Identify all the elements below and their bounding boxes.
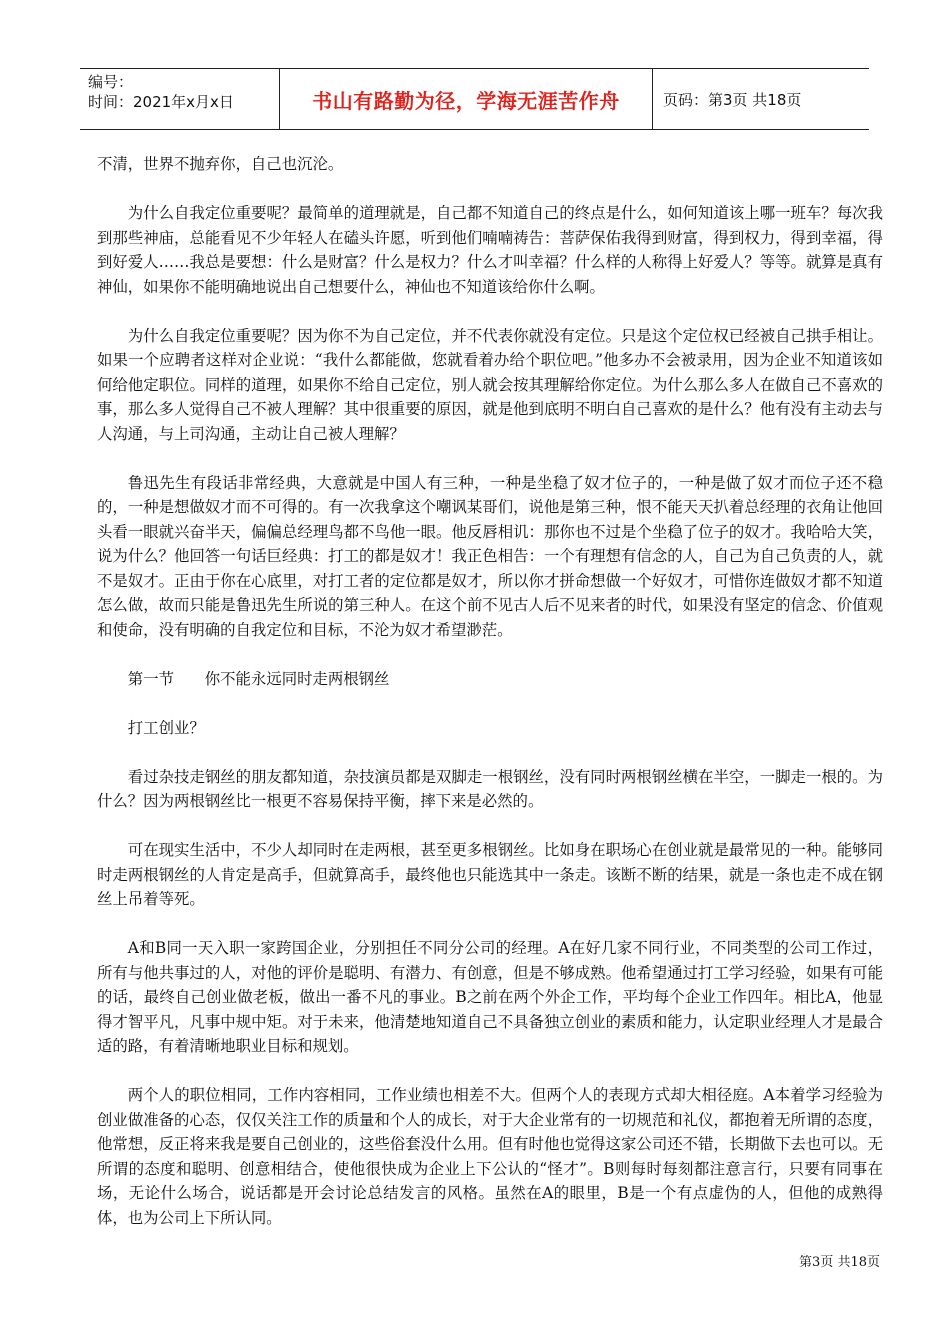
paragraph: 不清，世界不抛弃你，自己也沉沦。 [97,155,344,173]
paragraph: 为什么自我定位重要呢？因为你不为自己定位，并不代表你就没有定位。只是这个定位权已经被自己拱手相让。如果一个应聘者这样对企业说：“我什么都能做，您就看着办给个职位吧。”他多办不会被录用，因为企业不知道该如何给他定职位。同样的道理，如果你不给自己定位，别人就会按其理解给你定位。为什么那么多人在做自己不喜欢的事，那么多人觉得自己不被人理解？其中很重要的原因，就是他到底明不明白自己喜欢的是什么？他有没有主动去与人沟通，与上司沟通，主动让自己被人理解？ [97,326,883,443]
document-body [97,152,883,1255]
section-heading: 第一节 你不能永远同时走两根钢丝 [127,669,390,688]
header-meta [80,69,280,129]
header-page-info: 页码：第3页 共18页 [663,90,802,109]
paragraph: 两个人的职位相同，工作内容相同，工作业绩也相差不大。但两个人的表现方式却大相径庭。A本着学习经验为创业做准备的心态，仅仅关注工作的质量和个人的成长，对于大企业常有的一切规范和礼仪，都抱着无所谓的态度，他常想，反正将来我是要自己创业的，这些俗套没什么用。但有时他也觉得这家公司还不错，长期做下去也可以。无所谓的态度和聪明、创意相结合，使他很快成为企业上下公认的“怪才”。B则每时每刻都注意言行，只要有同事在场，无论什么场合，说话都是开会讨论总结发言的风格。虽然在A的眼里，B是一个有点虚伪的人，但他的成熟得体，也为公司上下所认同。 [97,1086,883,1227]
subheading: 打工创业？ [127,718,205,737]
page-footer: 第3页 共18页 [799,1255,880,1270]
header-motto: 书山有路勤为径，学海无涯苦作舟 [280,69,653,129]
paragraph: A和B同一天入职一家跨国企业，分别担任不同分公司的经理。A在好几家不同行业，不同类型的公司工作过，所有与他共事过的人，对他的评价是聪明、有潜力、有创意，但是不够成熟。他希望通过打工学习经验，如果有可能的话，最终自己创业做老板，做出一番不凡的事业。B之前在两个外企工作，平均每个企业工作四年。相比A，他显得才智平凡，凡事中规中矩。对于未来，他清楚地知道自己不具备独立创业的素质和能力，认定职业经理人才是最合适的路，有着清晰地职业目标和规划。 [97,939,883,1055]
doc-time-label: 时间：2021年x月x日 [88,93,234,111]
paragraph: 看过杂技走钢丝的朋友都知道，杂技演员都是双脚走一根钢丝，没有同时两根钢丝横在半空，一脚走一根的。为什么？因为两根钢丝比一根更不容易保持平衡，摔下来是必然的。 [97,767,883,810]
page-header [80,68,869,130]
paragraph: 可在现实生活中，不少人却同时在走两根，甚至更多根钢丝。比如身在职场心在创业就是最常见的一种。能够同时走两根钢丝的人肯定是高手，但就算高手，最终他也只能选其中一条走。该断不断的结果，就是一条也走不成在钢丝上吊着等死。 [97,841,883,908]
paragraph: 为什么自我定位重要呢？最简单的道理就是，自己都不知道自己的终点是什么，如何知道该上哪一班车？每次我到那些神庙，总能看见不少年轻人在磕头许愿，听到他们喃喃祷告：菩萨保佑我得到财富，得到权力，得到幸福，得到好爱人……我总是要想：什么是财富？什么是权力？什么才叫幸福？什么样的人称得上好爱人？等等。就算是真有神仙，如果你不能明确地说出自己想要什么，神仙也不知道该给你什么啊。 [97,204,883,296]
doc-number-label: 编号： [88,73,134,91]
paragraph: 鲁迅先生有段话非常经典，大意就是中国人有三种，一种是坐稳了奴才位子的，一种是做了奴才而位子还不稳的，一种是想做奴才而不可得的。有一次我拿这个嘲讽某哥们，说他是第三种，恨不能天天扒着总经理的衣角让他回头看一眼就兴奋半天，偏偏总经理鸟都不鸟他一眼。他反唇相讥：那你也不过是个坐稳了位子的奴才。我哈哈大笑，说为什么？他回答一句话巨经典：打工的都是奴才！我正色相告：一个有理想有信念的人，自己为自己负责的人，就不是奴才。正由于你在心底里，对打工者的定位都是奴才，所以你才拼命想做一个好奴才，可惜你连做奴才都不知道怎么做，故而只能是鲁迅先生所说的第三种人。在这个前不见古人后不见来者的时代，如果没有坚定的信念、价值观和使命，没有明确的自我定位和目标，不沦为奴才希望渺茫。 [97,473,883,639]
